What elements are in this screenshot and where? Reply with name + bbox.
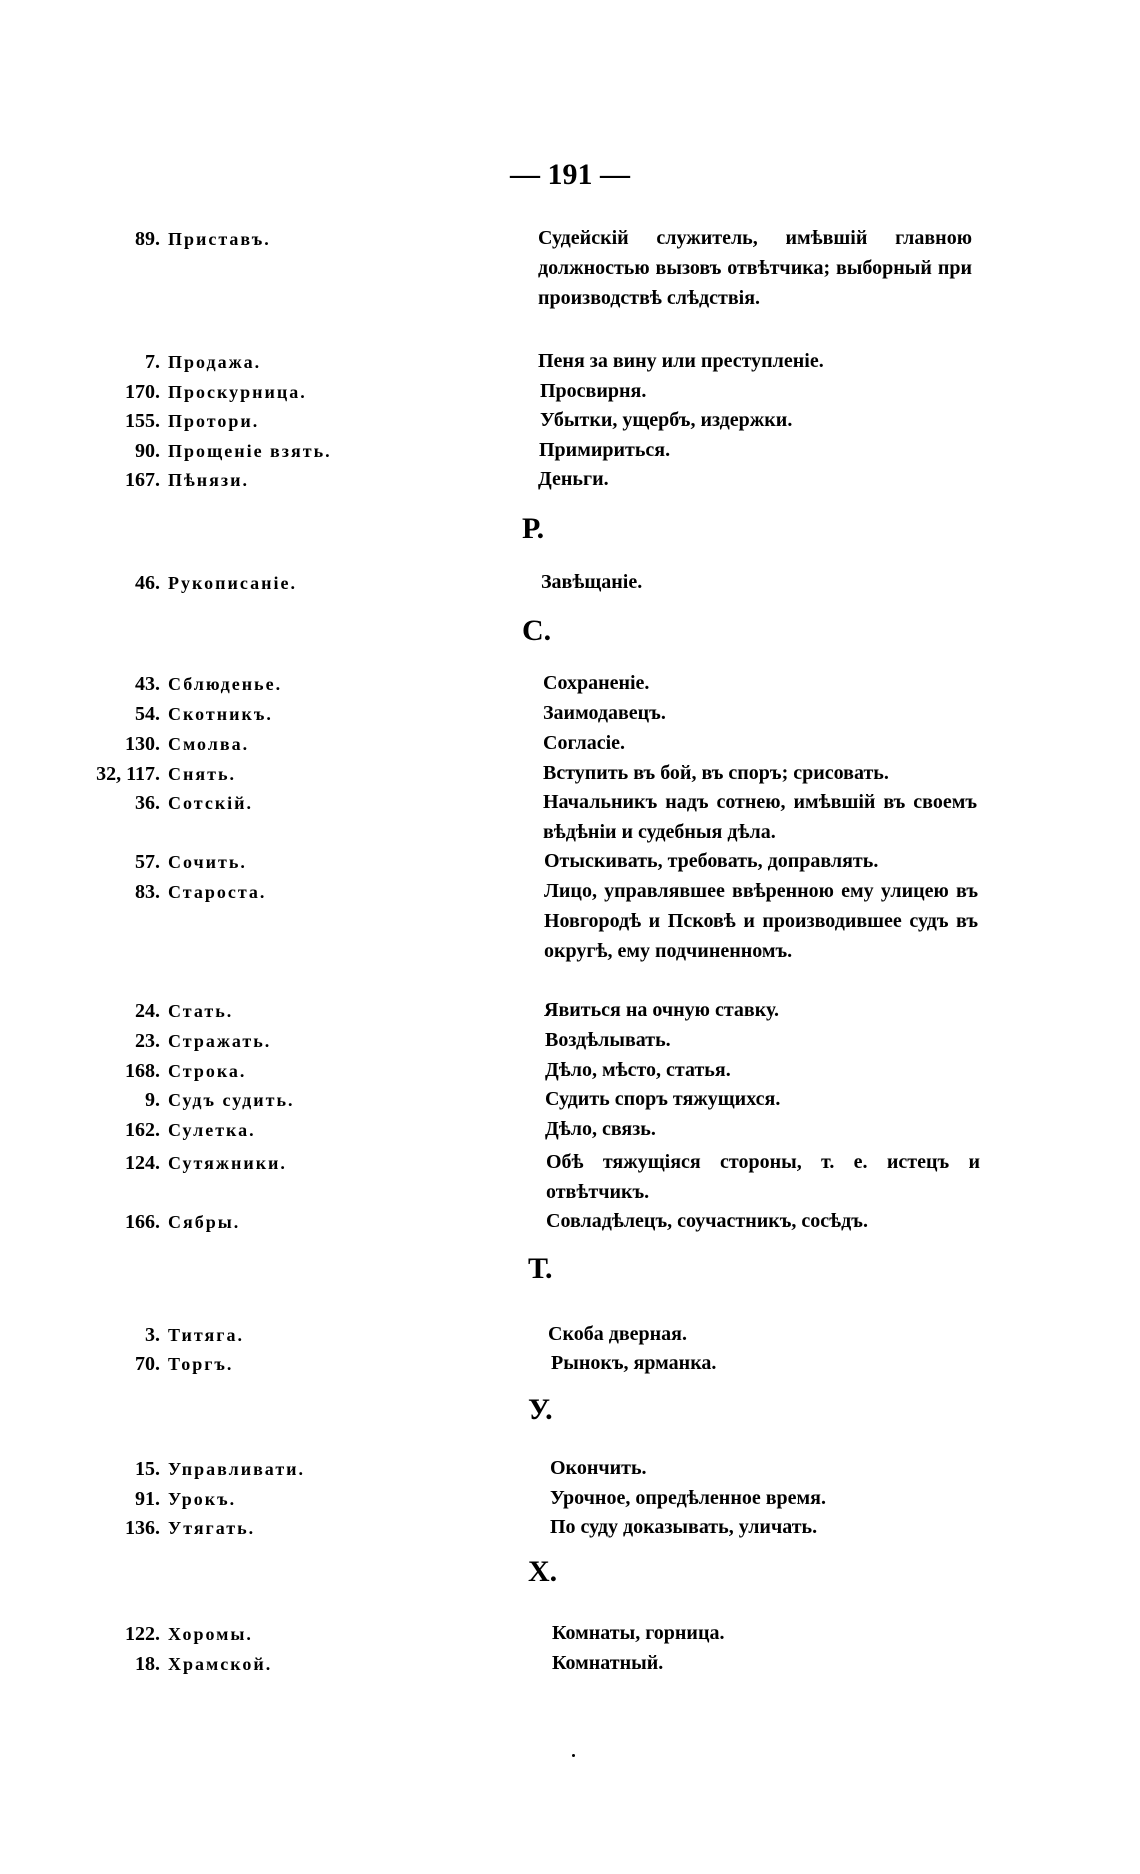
entry-article-number: 167. [125, 469, 160, 491]
entry-definition: Сохраненіе. [543, 672, 650, 694]
entry-term: Хоромы. [168, 1624, 253, 1644]
entry-term: Утягать. [168, 1518, 256, 1538]
entry-term: Сотскій. [168, 793, 254, 813]
entry-article-number: 24. [135, 1000, 160, 1022]
entry-term: Сулетка. [168, 1120, 256, 1140]
entry-definition: Судить споръ тяжущихся. [545, 1088, 781, 1110]
section-letter-heading: Т. [528, 1252, 553, 1285]
entry-term: Староста. [168, 882, 267, 902]
entry-definition: Вступить въ бой, въ споръ; срисовать. [543, 762, 889, 784]
entry-term: Храмской. [168, 1654, 273, 1674]
entry-definition: Согласіе. [543, 732, 626, 754]
page-number: — 191 — [510, 158, 630, 191]
entry-term: Управливати. [168, 1459, 306, 1479]
entry-term: Торгъ. [168, 1354, 234, 1374]
entry-term: Продажа. [168, 352, 262, 372]
entry-article-number: 136. [125, 1517, 160, 1539]
entry-definition: Урочное, опредѣленное время. [550, 1487, 826, 1509]
entry-term: Протори. [168, 411, 260, 431]
entry-definition: Воздѣлывать. [545, 1029, 671, 1051]
ink-speck [572, 1754, 575, 1757]
entry-article-number: 9. [145, 1089, 160, 1111]
entry-definition: Дѣло, связь. [545, 1118, 656, 1140]
entry-definition: Завѣщаніе. [541, 571, 643, 593]
entry-term: Пѣнязи. [168, 470, 250, 490]
entry-term: Рукописаніе. [168, 573, 297, 593]
entry-definition: Лицо, управлявшее ввѣренною ему улицею въ Новгородѣ и Псковѣ и производившее судъ въ округѣ, ему подчиненномъ. [544, 880, 978, 962]
entry-article-number: 3. [145, 1324, 160, 1346]
entry-article-number: 124. [125, 1152, 160, 1174]
entry-definition: Рынокъ, ярманка. [551, 1352, 717, 1374]
entry-definition: Комнаты, горница. [552, 1622, 725, 1644]
entry-article-number: 91. [135, 1488, 160, 1510]
entry-definition: Судейскій служитель, имѣвшій главною должностью вызовъ отвѣтчика; выборный при производствѣ слѣдствія. [538, 227, 972, 309]
entry-article-number: 130. [125, 733, 160, 755]
entry-definition: Окончить. [550, 1457, 647, 1479]
entry-article-number: 57. [135, 851, 160, 873]
entry-term: Стражать. [168, 1031, 272, 1051]
entry-article-number: 170. [125, 381, 160, 403]
entry-article-number: 7. [145, 351, 160, 373]
entry-article-number: 15. [135, 1458, 160, 1480]
section-letter-heading: У. [528, 1393, 553, 1426]
entry-article-number: 36. [135, 792, 160, 814]
entry-article-number: 23. [135, 1030, 160, 1052]
entry-definition: Деньги. [538, 468, 609, 490]
entry-definition: Просвирня. [540, 380, 647, 402]
entry-article-number: 168. [125, 1060, 160, 1082]
entry-article-number: 70. [135, 1353, 160, 1375]
entry-article-number: 89. [135, 228, 160, 250]
entry-article-number: 166. [125, 1211, 160, 1233]
entry-definition: Начальникъ надъ сотнею, имѣвшій въ своемъ вѣдѣніи и судебныя дѣла. [543, 791, 977, 843]
entry-definition: Явиться на очную ставку. [544, 999, 779, 1021]
entry-term: Судъ судить. [168, 1090, 295, 1110]
entry-article-number: 162. [125, 1119, 160, 1141]
entry-definition: Дѣло, мѣсто, статья. [545, 1059, 731, 1081]
entry-term: Сутяжники. [168, 1153, 287, 1173]
entry-definition: Заимодавецъ. [543, 702, 666, 724]
entry-definition: Совладѣлецъ, соучастникъ, сосѣдъ. [546, 1210, 868, 1232]
entry-article-number: 54. [135, 703, 160, 725]
entry-definition: Скоба дверная. [548, 1323, 687, 1345]
entry-definition: Убытки, ущербъ, издержки. [540, 409, 793, 431]
entry-article-number: 43. [135, 673, 160, 695]
entry-definition: Примириться. [539, 439, 671, 461]
section-letter-heading: Р. [522, 512, 545, 545]
entry-term: Смолва. [168, 734, 250, 754]
entry-term: Приставъ. [168, 229, 271, 249]
entry-definition: Отыскивать, требовать, доправлять. [544, 850, 879, 872]
entry-term: Скотникъ. [168, 704, 273, 724]
entry-article-number: 18. [135, 1653, 160, 1675]
entry-term: Прощеніе взять. [168, 441, 332, 461]
entry-definition: Пеня за вину или преступленіе. [538, 350, 824, 372]
entry-definition: Комнатный. [552, 1652, 664, 1674]
entry-term: Строка. [168, 1061, 247, 1081]
entry-article-number: 46. [135, 572, 160, 594]
entry-article-number: 90. [135, 440, 160, 462]
entry-definition: Обѣ тяжущіяся стороны, т. е. истецъ и отвѣтчикъ. [546, 1151, 980, 1203]
entry-term: Урокъ. [168, 1489, 237, 1509]
section-letter-heading: Х. [528, 1555, 558, 1588]
entry-definition: По суду доказывать, уличать. [550, 1516, 818, 1538]
entry-article-number: 83. [135, 881, 160, 903]
entry-term: Сябры. [168, 1212, 241, 1232]
entry-term: Проскурница. [168, 382, 307, 402]
entry-term: Снять. [168, 764, 236, 784]
entry-term: Стать. [168, 1001, 234, 1021]
entry-article-number: 32, 117. [96, 763, 160, 785]
entry-article-number: 122. [125, 1623, 160, 1645]
section-letter-heading: С. [522, 614, 552, 647]
entry-term: Сблюденье. [168, 674, 283, 694]
entry-term: Титяга. [168, 1325, 244, 1345]
entry-term: Сочить. [168, 852, 247, 872]
entry-article-number: 155. [125, 410, 160, 432]
